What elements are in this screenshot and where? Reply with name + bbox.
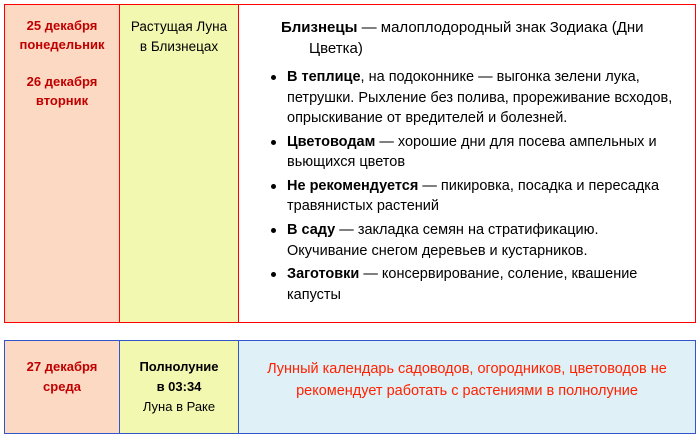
list-item [271, 176, 681, 217]
weekday-label: вторник [35, 92, 89, 108]
calendar-table-fullmoon [4, 340, 696, 434]
item-lead: В теплице [287, 69, 361, 85]
moon-phase-content [120, 5, 238, 70]
table-row [5, 5, 696, 323]
item-lead: Цветоводам [287, 133, 376, 150]
item-text: — хорошие дни для посева ампельных и вьющихся цветов [287, 133, 657, 171]
list-item [271, 264, 681, 305]
date-entry [11, 17, 113, 55]
moon-phase-line: Растущая Луна [130, 19, 228, 34]
item-lead: Заготовки [287, 266, 360, 283]
warning-note: Лунный календарь садоводов, огородников, цветоводов не рекомендует работать с растениями в полнолуние [267, 361, 667, 399]
item-text: — закладка семян на стратификацию. Окучивание снегом деревьев и кустарников. [287, 222, 599, 259]
moon-sign-line: Луна в Раке [142, 399, 216, 415]
warning-column-cell [239, 341, 696, 434]
table-row [5, 341, 696, 434]
item-lead: Не рекомендуется [287, 177, 419, 194]
moon-phase-time: в 03:34 [156, 379, 202, 395]
item-text: — консервирование, соление, квашение капусты [287, 266, 638, 303]
date-cell-content [5, 341, 119, 412]
list-item [271, 220, 681, 261]
zodiac-description: — малоплодородный знак Зодиака (Дни Цветка) [309, 19, 644, 57]
recommendation-list [253, 67, 681, 305]
weekday-label: понедельник [19, 36, 105, 52]
date-column-cell [5, 341, 120, 434]
moon-phase-column-cell [120, 5, 239, 323]
item-text: — пикировка, посадка и пересадка травянистых растений [287, 177, 660, 215]
date-label: 26 декабря [26, 73, 98, 89]
recommendations-content [239, 5, 695, 322]
weekday-label: среда [43, 378, 81, 394]
item-lead: В саду [287, 222, 336, 239]
item-text: , на подоконнике — выгонка зелени лука, петрушки. Рыхление без полива, прореживание всходов, опрыскивание от вредителей и болезней. [287, 69, 673, 127]
moon-phase-content [120, 341, 238, 433]
list-item [271, 67, 681, 129]
moon-phase-line: Полнолуние [139, 359, 219, 374]
zodiac-heading [253, 15, 681, 67]
date-entry [11, 73, 113, 111]
date-column-cell [5, 5, 120, 323]
list-item [271, 132, 681, 173]
date-label: 27 декабря [26, 359, 98, 374]
calendar-table-primary [4, 4, 696, 323]
moon-sign-line: в Близнецах [139, 39, 219, 55]
moon-phase-column-cell [120, 341, 239, 434]
zodiac-name: Близнецы [281, 19, 358, 36]
date-label: 25 декабря [26, 18, 98, 33]
date-cell-content [5, 5, 119, 124]
recommendations-column-cell [239, 5, 696, 323]
